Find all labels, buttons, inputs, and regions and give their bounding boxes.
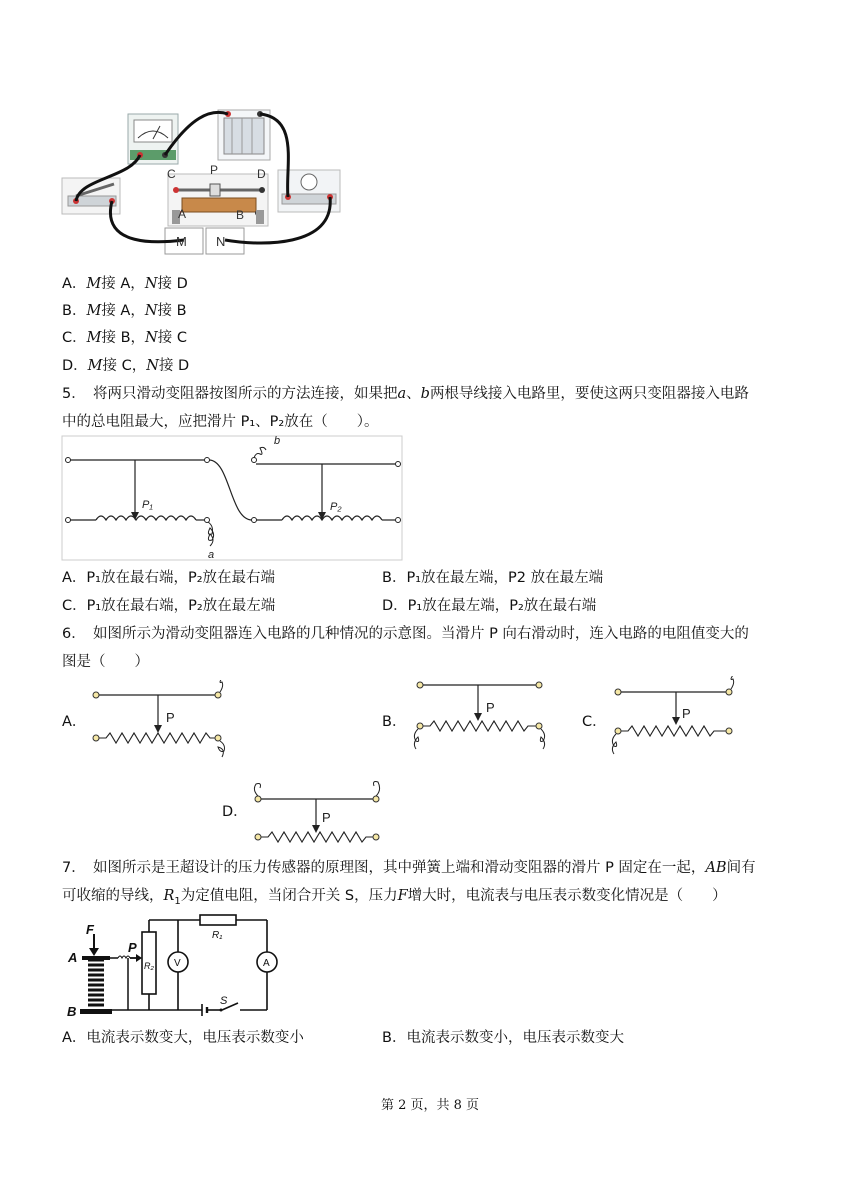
label-a: A	[68, 950, 78, 965]
label-a: a	[208, 549, 215, 561]
q4-option-c: C．M接 B，N接 C	[62, 330, 187, 346]
slider-label: P	[166, 710, 175, 725]
slider-label: P	[682, 706, 691, 721]
q4-option-b: B．M接 A，N接 B	[62, 303, 187, 319]
q6-label-a: A．	[62, 714, 87, 730]
label-b: b	[274, 435, 281, 447]
label-p1: P₁	[142, 499, 153, 511]
q7-pressure-sensor-figure	[62, 912, 282, 1020]
page-footer: 第 2 页，共 8 页	[380, 1098, 480, 1113]
label-r2: R₂	[144, 961, 154, 971]
meter-icon	[128, 114, 178, 164]
label-m: M	[176, 234, 187, 249]
q4-option-a: A．M接 A，N接 D	[62, 276, 188, 292]
q6-question-line2: 图是（ ）	[62, 654, 149, 670]
battery-icon	[218, 110, 270, 160]
q4-circuit-figure	[60, 108, 345, 256]
q6-figure-c	[608, 676, 758, 760]
label-n: N	[216, 234, 226, 249]
label-p2: P₂	[330, 501, 342, 513]
slider-label: P	[322, 810, 331, 825]
q6-label-d: D．	[222, 804, 248, 820]
label-f: F	[86, 922, 94, 937]
q6-figure-b	[408, 676, 558, 760]
q5-question-line2: 中的总电阻最大，应把滑片 P₁、P₂放在（ ）。	[62, 414, 379, 430]
q5-option-b: B．P₁放在最左端，P2 放在最左端	[382, 570, 604, 586]
q6-label-b: B．	[382, 714, 407, 730]
ammeter-icon: A	[263, 958, 270, 969]
label-r1: R₁	[212, 930, 223, 941]
q5-option-d: D．P₁放在最左端，P₂放在最右端	[382, 598, 597, 614]
label-p: P	[210, 163, 219, 177]
q6-figure-d	[248, 770, 398, 850]
q7-question-line2: 可收缩的导线，$R_1$为定值电阻，当闭合开关 S，压力F增大时，电流表与电压表示数变化情况是（ ）	[62, 888, 727, 907]
q4-option-d: D．M接 C，N接 D	[62, 358, 190, 374]
q5-rheostat-figure	[60, 434, 405, 562]
label-d: D	[257, 167, 266, 181]
q5-option-c: C．P₁放在最右端，P₂放在最左端	[62, 598, 276, 614]
q6-label-c: C．	[582, 714, 607, 730]
slider-label: P	[486, 700, 495, 715]
label-b: B	[236, 208, 245, 222]
q5-question-line1: 5． 将两只滑动变阻器按图所示的方法连接，如果把a、b两根导线接入电路里，要使这两只变阻器接入电路	[62, 386, 749, 402]
q5-option-a: A．P₁放在最右端，P₂放在最右端	[62, 570, 276, 586]
q6-figure-a	[88, 680, 238, 762]
q7-option-a: A．电流表示数变大，电压表示数变小	[62, 1030, 304, 1046]
label-b: B	[67, 1004, 77, 1019]
label-a: A	[178, 207, 187, 221]
label-p: P	[128, 940, 137, 955]
q7-option-b: B．电流表示数变小，电压表示数变大	[382, 1030, 624, 1046]
label-c: C	[167, 167, 176, 181]
voltmeter-icon: V	[174, 958, 181, 969]
q6-question-line1: 6． 如图所示为滑动变阻器连入电路的几种情况的示意图。当滑片 P 向右滑动时，连入电路的电阻值变大的	[62, 626, 749, 642]
label-s: S	[220, 995, 228, 1007]
q7-question-line1: 7． 如图所示是王超设计的压力传感器的原理图，其中弹簧上端和滑动变阻器的滑片 P 固定在一起，AB间有	[62, 860, 756, 876]
